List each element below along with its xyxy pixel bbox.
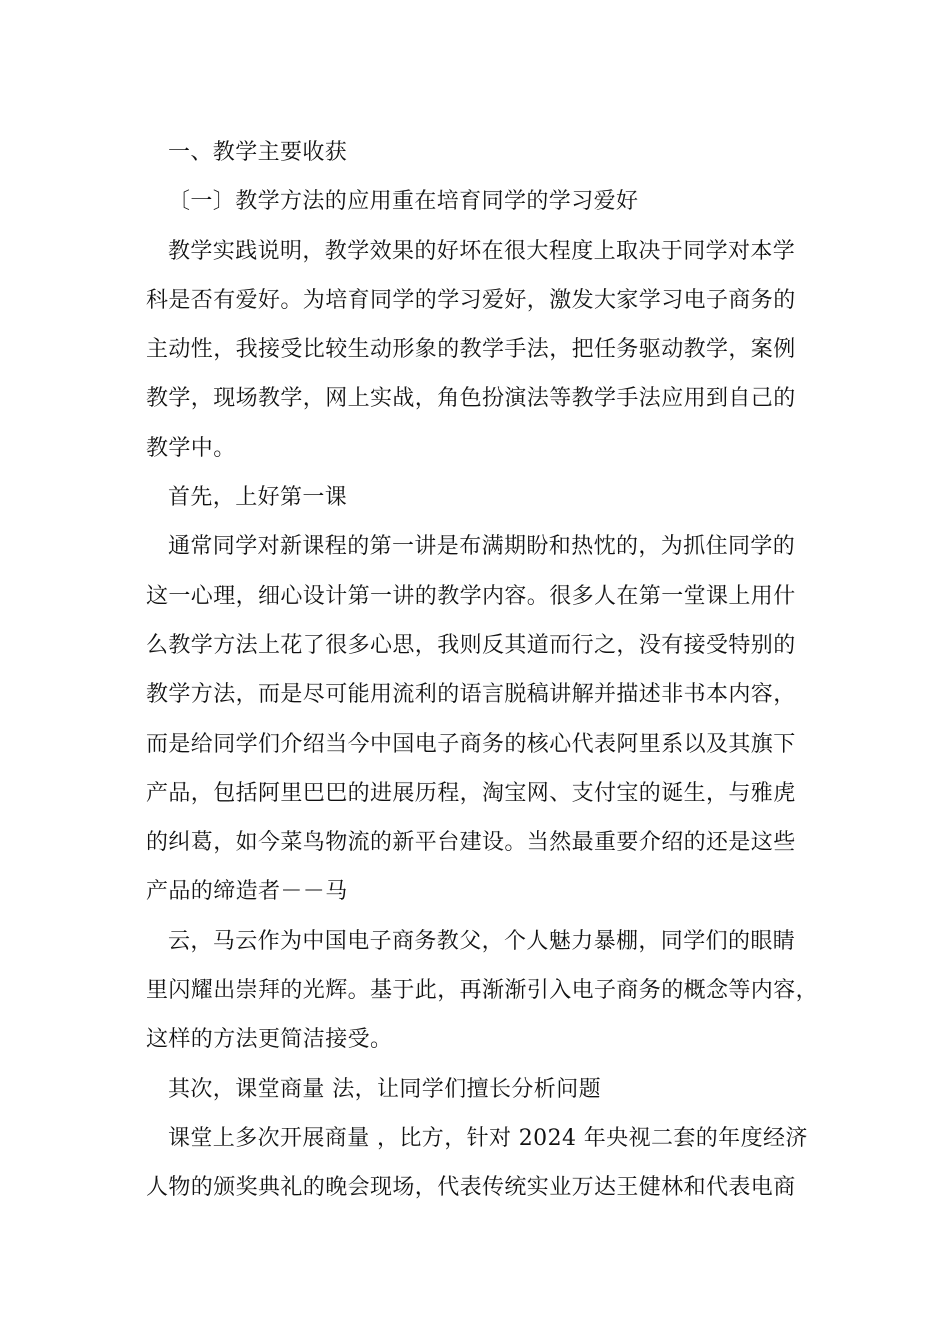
- paragraph-line: 产品，包括阿里巴巴的进展历程，淘宝网、支付宝的诞生，与雅虎: [146, 780, 796, 806]
- paragraph-line: 教学方法，而是尽可能用流利的语言脱稿讲解并描述非书本内容，: [146, 682, 796, 708]
- subsection-heading: 〔一〕教学方法的应用重在培育同学的学习爱好: [168, 189, 639, 215]
- document-body: [146, 128, 818, 1213]
- paragraph-line: 这一心理，细心设计第一讲的教学内容。很多人在第一堂课上用什: [146, 583, 796, 609]
- paragraph-line: 人物的颁奖典礼的晚会现场，代表传统实业万达王健林和代表电商: [146, 1175, 796, 1201]
- point-heading: 其次，课堂商量 法，让同学们擅长分析问题: [168, 1076, 601, 1102]
- section-heading: 一、教学主要收获: [168, 140, 348, 165]
- paragraph-line: 通常同学对新课程的第一讲是布满期盼和热忱的，为抓住同学的: [168, 534, 796, 560]
- paragraph-line: 教学中。: [146, 435, 236, 461]
- paragraph-line: 教学实践说明，教学效果的好坏在很大程度上取决于同学对本学: [168, 238, 796, 264]
- paragraph-line: 里闪耀出崇拜的光辉。基于此，再渐渐引入电子商务的概念等内容，: [146, 978, 819, 1004]
- point-heading: 首先，上好第一课: [168, 485, 348, 511]
- paragraph-line: 云，马云作为中国电子商务教父，个人魅力暴棚，同学们的眼睛: [168, 928, 796, 954]
- paragraph-line: 教学，现场教学，网上实战，角色扮演法等教学手法应用到自己的: [146, 386, 796, 412]
- paragraph-line: 产品的缔造者－－马: [146, 879, 348, 905]
- paragraph-line: 么教学方法上花了很多心思，我则反其道而行之，没有接受特别的: [146, 632, 796, 658]
- paragraph-line: 主动性，我接受比较生动形象的教学手法，把任务驱动教学，案例: [146, 337, 796, 363]
- paragraph-line: 课堂上多次开展商量 ，比方，针对 2024 年央视二套的年度经济: [168, 1125, 808, 1151]
- paragraph-line: 科是否有爱好。为培育同学的学习爱好，激发大家学习电子商务的: [146, 287, 796, 313]
- paragraph-line: 的纠葛，如今菜鸟物流的新平台建设。当然最重要介绍的还是这些: [146, 830, 796, 856]
- paragraph-line: 这样的方法更简洁接受。: [146, 1027, 393, 1053]
- paragraph-line: 而是给同学们介绍当今中国电子商务的核心代表阿里系以及其旗下: [146, 731, 796, 757]
